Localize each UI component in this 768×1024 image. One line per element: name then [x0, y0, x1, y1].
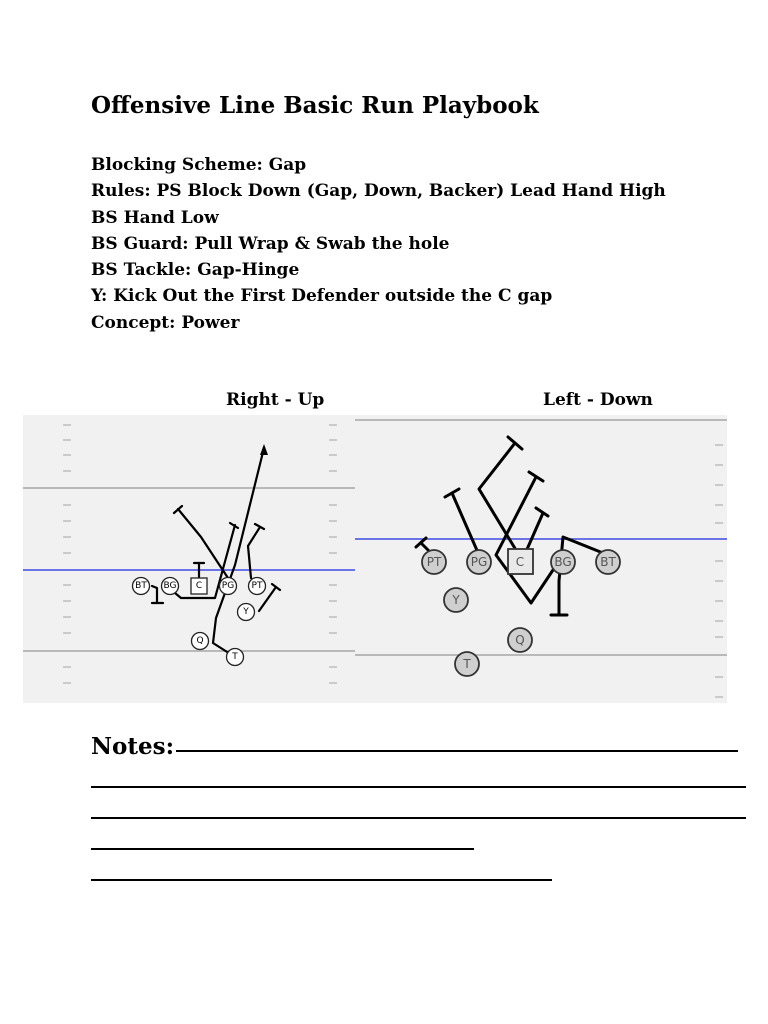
blocking-rules [91, 152, 666, 336]
player-label: BT [135, 581, 147, 591]
player-bg [551, 550, 575, 574]
rule-line: Blocking Scheme: Gap [91, 155, 307, 175]
rule-line: Rules: PS Block Down (Gap, Down, Backer) Lead Hand High [91, 181, 666, 202]
player-label: PG [470, 555, 488, 569]
rule-line: Concept: Power [91, 312, 240, 333]
field [355, 415, 727, 703]
notes-row [91, 791, 751, 822]
play-diagram-right-up-svg [23, 415, 355, 703]
player-label: Q [196, 636, 204, 646]
player-pt [249, 578, 266, 595]
notes-line[interactable] [91, 853, 552, 881]
rule-line: BS Hand Low [91, 207, 219, 228]
player-bg [162, 578, 179, 595]
rule-line: BS Guard: Pull Wrap & Swab the hole [91, 233, 450, 254]
player-bt [596, 550, 620, 574]
player-pg [467, 550, 491, 574]
notes-row [91, 853, 751, 884]
player-label: PT [251, 581, 263, 591]
player-c [191, 578, 207, 594]
player-label: PG [221, 581, 235, 591]
player-y [444, 588, 468, 612]
player-label: C [195, 581, 203, 591]
notes-header-row [91, 728, 751, 760]
player-label: BG [163, 581, 177, 591]
player-pt [422, 550, 446, 574]
notes-label: Notes: [91, 733, 175, 760]
player-y [238, 604, 255, 621]
player-bt [133, 578, 150, 595]
play-diagram-left-down-svg [355, 415, 727, 703]
player-label: C [515, 555, 525, 569]
notes-line[interactable] [91, 791, 746, 819]
play-diagram-right-up [23, 415, 355, 703]
player-label: Y [452, 593, 460, 607]
player-q [192, 633, 209, 650]
player-q [508, 628, 532, 652]
player-label: Y [243, 607, 249, 617]
player-pg [220, 578, 237, 595]
notes-line[interactable] [91, 822, 474, 850]
diagram-label-left-down: Left - Down [543, 390, 653, 410]
rule-line: Y: Kick Out the First Defender outside the C gap [91, 286, 553, 307]
notes-row [91, 822, 751, 853]
player-label: BG [554, 555, 572, 569]
player-label: T [232, 652, 238, 662]
notes-line[interactable] [176, 750, 738, 752]
diagram-label-right-up: Right - Up [226, 390, 325, 410]
player-t [227, 649, 244, 666]
notes-line[interactable] [91, 760, 746, 788]
player-c [508, 549, 533, 574]
field [23, 415, 355, 703]
notes-row [91, 760, 751, 791]
player-label: Q [515, 633, 525, 647]
notes-section [91, 728, 751, 884]
player-label: PT [426, 555, 442, 569]
player-label: T [463, 657, 471, 671]
player-label: BT [600, 555, 616, 569]
rule-line: BS Tackle: Gap-Hinge [91, 260, 300, 281]
page-title: Offensive Line Basic Run Playbook [91, 92, 539, 119]
play-diagram-left-down [355, 415, 727, 703]
player-t [455, 652, 479, 676]
